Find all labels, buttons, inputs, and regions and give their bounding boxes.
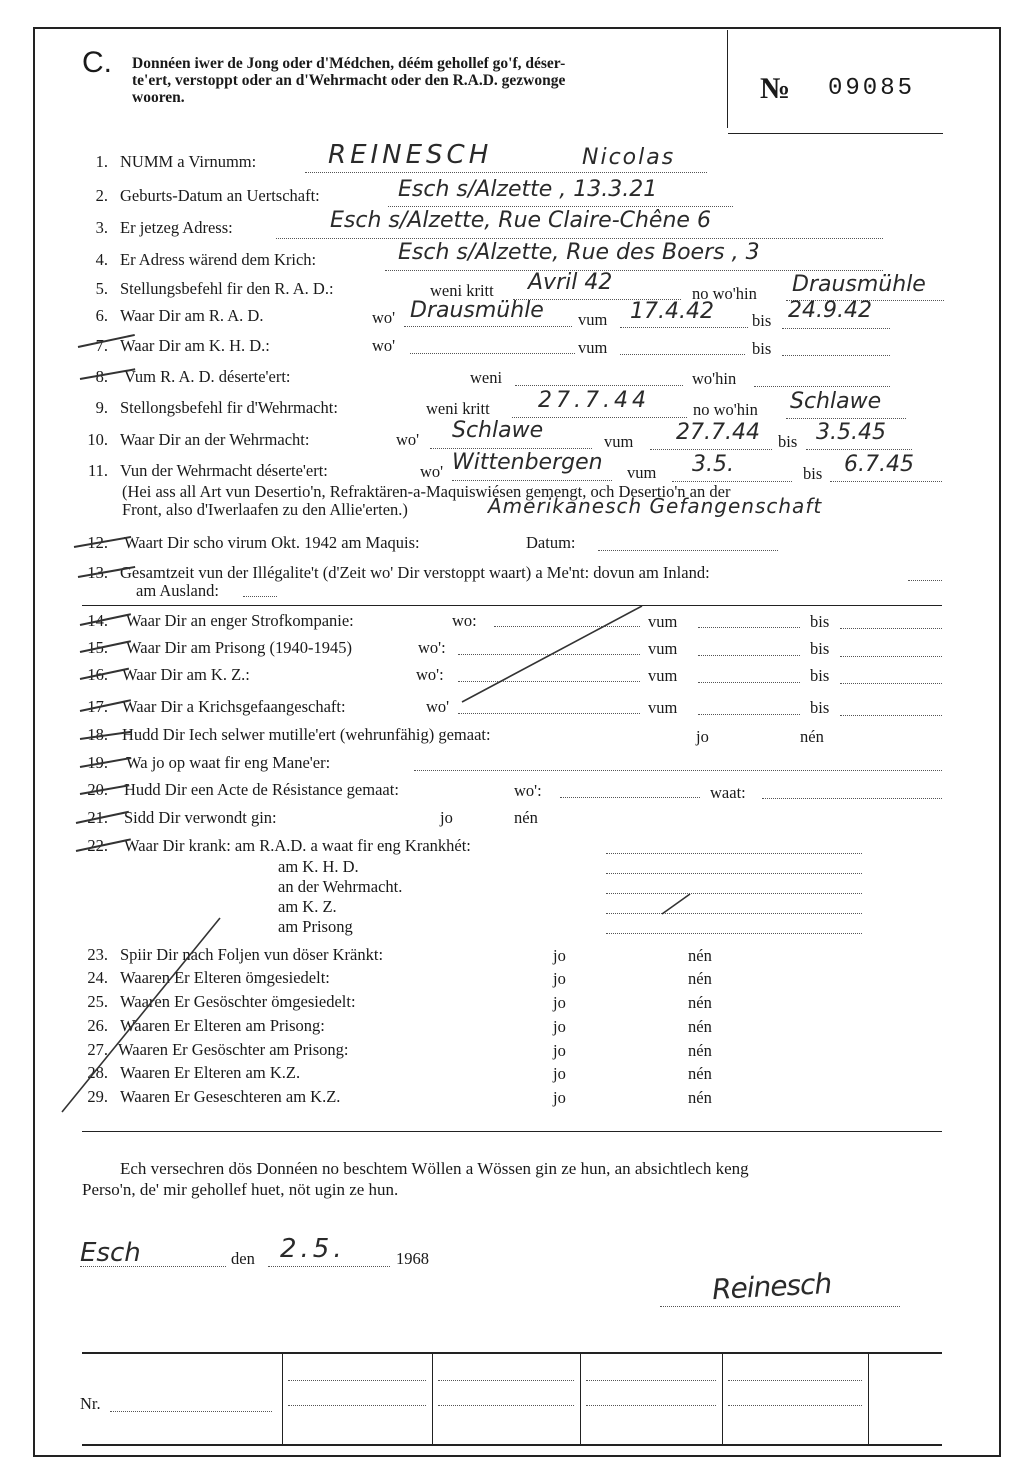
q6-label: Waar Dir am R. A. D.: [120, 306, 264, 325]
q19-label: Wa jo op waat fir eng Mane'er:: [126, 753, 331, 772]
q10-answer-place: Schlawe: [452, 418, 544, 443]
q8-wohin-label: wo'hin: [692, 369, 737, 388]
q29-jo: jo: [553, 1088, 566, 1107]
q1-answer-firstname: Nicolas: [582, 145, 676, 170]
q2-number: 2.: [95, 186, 108, 205]
q6-answer-place: Drausmühle: [410, 298, 544, 323]
q11-answer-to: 6.7.45: [844, 452, 914, 477]
q11-number: 11.: [87, 461, 108, 480]
q9-weni-label: weni kritt: [426, 399, 490, 418]
q6-vum-label: vum: [578, 310, 608, 329]
header-title-line3: wooren.: [132, 89, 185, 106]
signature-den-label: den: [231, 1249, 255, 1268]
q28-nen: nén: [688, 1064, 712, 1083]
q26-nen: nén: [688, 1017, 712, 1036]
q16-vum-label: vum: [648, 666, 678, 685]
q1-label: NUMM a Virnumm:: [120, 152, 257, 171]
q14-vum-label: vum: [648, 612, 678, 631]
q26-jo: jo: [553, 1017, 566, 1036]
q9-answer-date: 27.7.44: [538, 388, 650, 413]
q7-bis-label: bis: [752, 339, 772, 358]
q11-note-line1: (Hei ass all Art vun Desertio'n, Refraktären-a-Maquiswiésen gemengt, och Desertio'n an der: [122, 482, 731, 501]
q29-number: 29.: [87, 1087, 108, 1106]
q27-number: 27.: [87, 1040, 108, 1059]
q11-answer-place: Wittenbergen: [452, 450, 603, 475]
q26-label: Waaren Er Elteren am Prisong:: [120, 1016, 325, 1035]
q7-wo-label: wo': [372, 336, 396, 355]
q7-vum-label: vum: [578, 338, 608, 357]
q6-number: 6.: [95, 306, 108, 325]
q17-number: 17.: [87, 697, 108, 716]
q11-answer-note: Amerikanesch Gefangenschaft: [488, 494, 823, 518]
q17-bis-label: bis: [810, 698, 830, 717]
header-title-line2: te'ert, verstoppt oder an d'Wehrmacht oder den R.A.D. gezwonge: [132, 72, 566, 89]
q29-label: Waaren Er Geseschteren am K.Z.: [120, 1087, 341, 1106]
q27-label: Waaren Er Gesöschter am Prisong:: [118, 1040, 349, 1059]
q8-label: Vum R. A. D. déserte'ert:: [124, 367, 291, 386]
q22-sub-wehrmacht: an der Wehrmacht.: [278, 877, 403, 896]
q23-label: Spiir Dir nach Foljen vun döser Kränkt:: [120, 945, 384, 964]
q21-jo: jo: [440, 808, 453, 827]
q10-number: 10.: [87, 430, 108, 449]
q10-answer-to: 3.5.45: [816, 420, 886, 445]
q27-nen: nén: [688, 1041, 712, 1060]
q8-number: 8.: [95, 367, 108, 386]
q4-answer: Esch s/Alzette, Rue des Boers , 3: [398, 240, 760, 265]
q15-number: 15.: [87, 638, 108, 657]
q6-answer-to: 24.9.42: [788, 298, 872, 323]
q26-number: 26.: [87, 1016, 108, 1035]
q25-nen: nén: [688, 993, 712, 1012]
q17-vum-label: vum: [648, 698, 678, 717]
q12-number: 12.: [87, 533, 108, 552]
q2-answer: Esch s/Alzette , 13.3.21: [398, 177, 658, 202]
q5-nowohin-label: no wo'hin: [692, 284, 757, 303]
q18-nen: nén: [800, 727, 824, 746]
q29-nen: nén: [688, 1088, 712, 1107]
q16-bis-label: bis: [810, 666, 830, 685]
q15-label: Waar Dir am Prisong (1940-1945): [126, 638, 352, 657]
q18-jo: jo: [696, 727, 709, 746]
q3-answer: Esch s/Alzette, Rue Claire-Chêne 6: [330, 208, 711, 233]
q24-nen: nén: [688, 969, 712, 988]
q3-label: Er jetzeg Adress:: [120, 218, 233, 237]
q21-nen: nén: [514, 808, 538, 827]
q10-vum-label: vum: [604, 432, 634, 451]
q21-label: Sidd Dir verwondt gin:: [124, 808, 277, 827]
q9-answer-place: Schlawe: [790, 389, 882, 414]
number-sign: №: [760, 72, 791, 105]
q11-vum-label: vum: [627, 463, 657, 482]
q9-number: 9.: [95, 398, 108, 417]
q24-number: 24.: [87, 968, 108, 987]
q22-sub-kz: am K. Z.: [278, 897, 337, 916]
q20-wo-label: wo':: [514, 781, 542, 800]
q5-answer-place: Drausmühle: [792, 272, 926, 297]
q14-number: 14.: [87, 611, 108, 630]
q25-number: 25.: [87, 992, 108, 1011]
strike-q14-17-diagonal: [462, 606, 642, 702]
q16-label: Waar Dir am K. Z.:: [122, 665, 250, 684]
q6-wo-label: wo': [372, 308, 396, 327]
q8-weni-label: weni: [470, 368, 503, 387]
q5-weni-label: weni kritt: [430, 281, 494, 300]
q11-note-line2: Front, also d'Iwerlaafen zu den Allie'erten.): [122, 500, 408, 519]
q22-sub-khd: am K. H. D.: [278, 857, 359, 876]
q25-jo: jo: [553, 993, 566, 1012]
q20-waat-label: waat:: [710, 783, 746, 802]
signature-place: Esch: [80, 1238, 141, 1268]
q7-number: 7.: [95, 336, 108, 355]
q28-label: Waaren Er Elteren am K.Z.: [120, 1063, 301, 1082]
footer-nr-label: Nr.: [80, 1394, 101, 1413]
q16-wo-label: wo':: [416, 665, 444, 684]
handwritten-signature: Reinesch: [711, 1266, 832, 1307]
q11-answer-from: 3.5.: [692, 452, 734, 477]
q10-answer-from: 27.7.44: [676, 420, 760, 445]
section-letter: C.: [82, 46, 112, 79]
q4-number: 4.: [95, 250, 108, 269]
q2-label: Geburts-Datum an Uertschaft:: [120, 186, 320, 205]
q27-jo: jo: [553, 1041, 566, 1060]
q18-label: Hudd Dir Iech selwer mutille'ert (wehrunfähig) gemaat:: [122, 725, 491, 744]
q6-answer-from: 17.4.42: [630, 299, 714, 324]
strike-q22-small: [662, 894, 690, 914]
q13-label: Gesamtzeit vun der Illégalite't (d'Zeit wo' Dir verstoppt waart) a Me'nt: dovun am Inland:: [120, 563, 710, 582]
q11-wo-label: wo': [420, 462, 444, 481]
q21-number: 21.: [87, 808, 108, 827]
q3-number: 3.: [95, 218, 108, 237]
q10-wo-label: wo': [396, 430, 420, 449]
q11-bis-label: bis: [803, 464, 823, 483]
q9-nowohin-label: no wo'hin: [693, 400, 758, 419]
q14-wo-label: wo:: [452, 611, 477, 630]
q15-bis-label: bis: [810, 639, 830, 658]
q28-jo: jo: [553, 1064, 566, 1083]
q23-jo: jo: [553, 946, 566, 965]
q23-nen: nén: [688, 946, 712, 965]
q4-label: Er Adress wärend dem Krich:: [120, 250, 317, 269]
signature-year: 1968: [396, 1249, 429, 1268]
q16-number: 16.: [87, 665, 108, 684]
form-number: 09085: [828, 75, 916, 102]
q18-number: 18.: [87, 725, 108, 744]
q20-number: 20.: [87, 780, 108, 799]
q7-label: Waar Dir am K. H. D.:: [120, 336, 270, 355]
strike-q23-29-diagonal: [62, 918, 220, 1112]
q10-label: Waar Dir an der Wehrmacht:: [120, 430, 310, 449]
header-title-line1: Donnéen iwer de Jong oder d'Médchen, déém gehollef go'f, déser-: [132, 55, 566, 72]
q1-number: 1.: [95, 152, 108, 171]
q17-wo-label: wo': [426, 697, 450, 716]
q6-bis-label: bis: [752, 311, 772, 330]
q24-label: Waaren Er Elteren ömgesiedelt:: [120, 968, 330, 987]
q22-label: Waar Dir krank: am R.A.D. a waat fir eng Krankhét:: [124, 836, 471, 855]
signature-date: 2.5.: [280, 1234, 346, 1264]
declaration-line2: Perso'n, de' mir gehollef huet, nöt ugin ze hun.: [82, 1180, 399, 1199]
q12-label: Waart Dir scho virum Okt. 1942 am Maquis:: [124, 533, 420, 552]
q13-ausland-label: am Ausland:: [136, 581, 219, 600]
declaration-line1: Ech versechren dös Donnéen no beschtem Wöllen a Wössen gin ze hun, an absichtlech keng: [120, 1159, 749, 1178]
q9-label: Stellongsbefehl fir d'Wehrmacht:: [120, 398, 338, 417]
q5-answer-date: Avril 42: [528, 270, 613, 295]
q14-bis-label: bis: [810, 612, 830, 631]
q19-number: 19.: [87, 753, 108, 772]
q17-label: Waar Dir a Krichsgefaangeschaft:: [122, 697, 346, 716]
q1-answer-surname: REINESCH: [328, 140, 493, 170]
q22-number: 22.: [87, 836, 108, 855]
q24-jo: jo: [553, 969, 566, 988]
q12-datum-label: Datum:: [526, 533, 576, 552]
q5-label: Stellungsbefehl fir den R. A. D.:: [120, 279, 334, 298]
q10-bis-label: bis: [778, 432, 798, 451]
q15-vum-label: vum: [648, 639, 678, 658]
q23-number: 23.: [87, 945, 108, 964]
q13-number: 13.: [87, 563, 108, 582]
q20-label: Hudd Dir een Acte de Résistance gemaat:: [124, 780, 399, 799]
q25-label: Waaren Er Gesöschter ömgesiedelt:: [120, 992, 356, 1011]
q22-sub-prisong: am Prisong: [278, 917, 353, 936]
q11-label: Vun der Wehrmacht déserte'ert:: [120, 461, 328, 480]
q14-label: Waar Dir an enger Strofkompanie:: [126, 611, 354, 630]
q5-number: 5.: [95, 279, 108, 298]
q28-number: 28.: [87, 1063, 108, 1082]
q15-wo-label: wo':: [418, 638, 446, 657]
